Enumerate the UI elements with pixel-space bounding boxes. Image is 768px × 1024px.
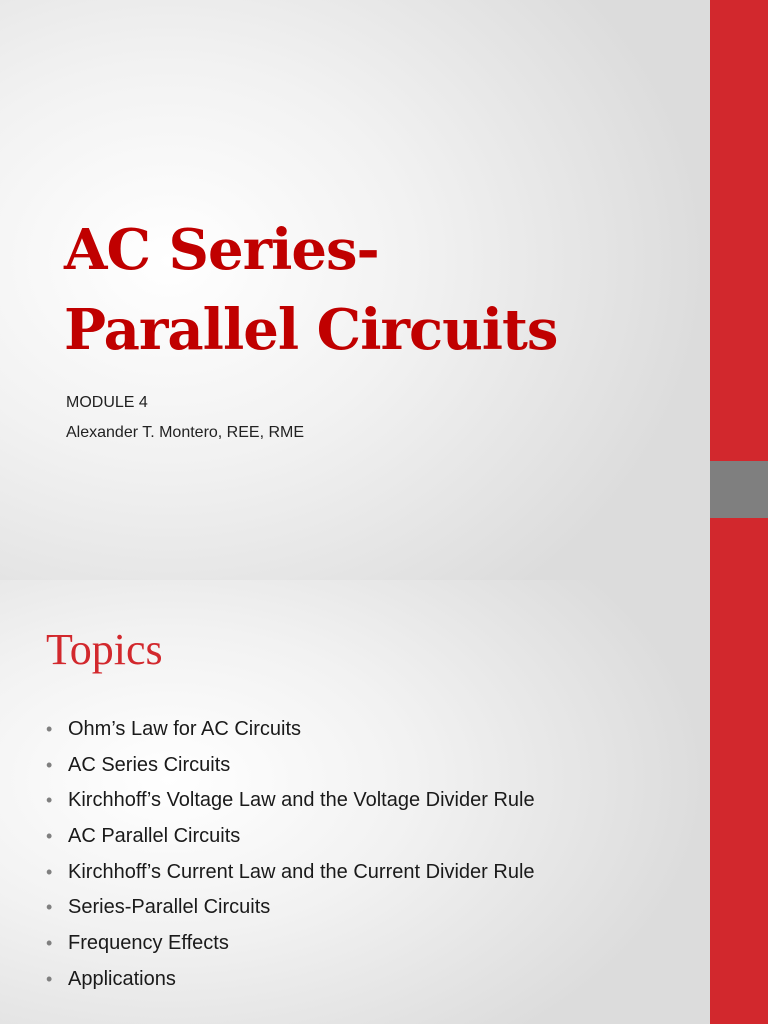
topic-item	[46, 926, 535, 962]
topic-item	[46, 748, 535, 784]
author-label: Alexander T. Montero, REE, RME	[66, 424, 305, 441]
bullet-icon: •	[46, 826, 53, 847]
bullet-icon: •	[46, 968, 53, 989]
topic-text: Frequency Effects	[68, 932, 229, 955]
slide-title-line-2: Parallel Circuits	[64, 297, 558, 363]
slide-title	[64, 210, 684, 370]
topics-heading: Topics	[46, 625, 163, 674]
accent-block	[710, 461, 768, 518]
topic-item	[46, 890, 535, 926]
topic-item	[46, 962, 535, 998]
topics-slide	[0, 580, 768, 1024]
topic-text: Series-Parallel Circuits	[68, 896, 271, 919]
bullet-icon: •	[46, 897, 53, 918]
bullet-icon: •	[46, 933, 53, 954]
topic-text: AC Parallel Circuits	[68, 825, 241, 848]
bullet-icon: •	[46, 790, 53, 811]
topic-item	[46, 783, 535, 819]
topic-text: Kirchhoff’s Voltage Law and the Voltage Divider Rule	[68, 789, 535, 812]
bullet-icon: •	[46, 861, 53, 882]
topic-text: Kirchhoff’s Current Law and the Current Divider Rule	[68, 860, 535, 883]
module-label: MODULE 4	[66, 394, 148, 411]
topic-item	[46, 855, 535, 891]
slide-title-line-1: AC Series-	[64, 217, 379, 283]
topic-item	[46, 819, 535, 855]
accent-bar	[710, 580, 768, 1024]
topic-item	[46, 712, 535, 748]
topic-text: Ohm’s Law for AC Circuits	[68, 718, 302, 740]
topic-list	[46, 712, 535, 998]
bullet-icon: •	[46, 754, 53, 775]
topic-text: AC Series Circuits	[68, 753, 231, 776]
slide-subtitle	[66, 388, 304, 448]
bullet-icon: •	[46, 719, 53, 739]
topic-text: Applications	[68, 967, 176, 990]
